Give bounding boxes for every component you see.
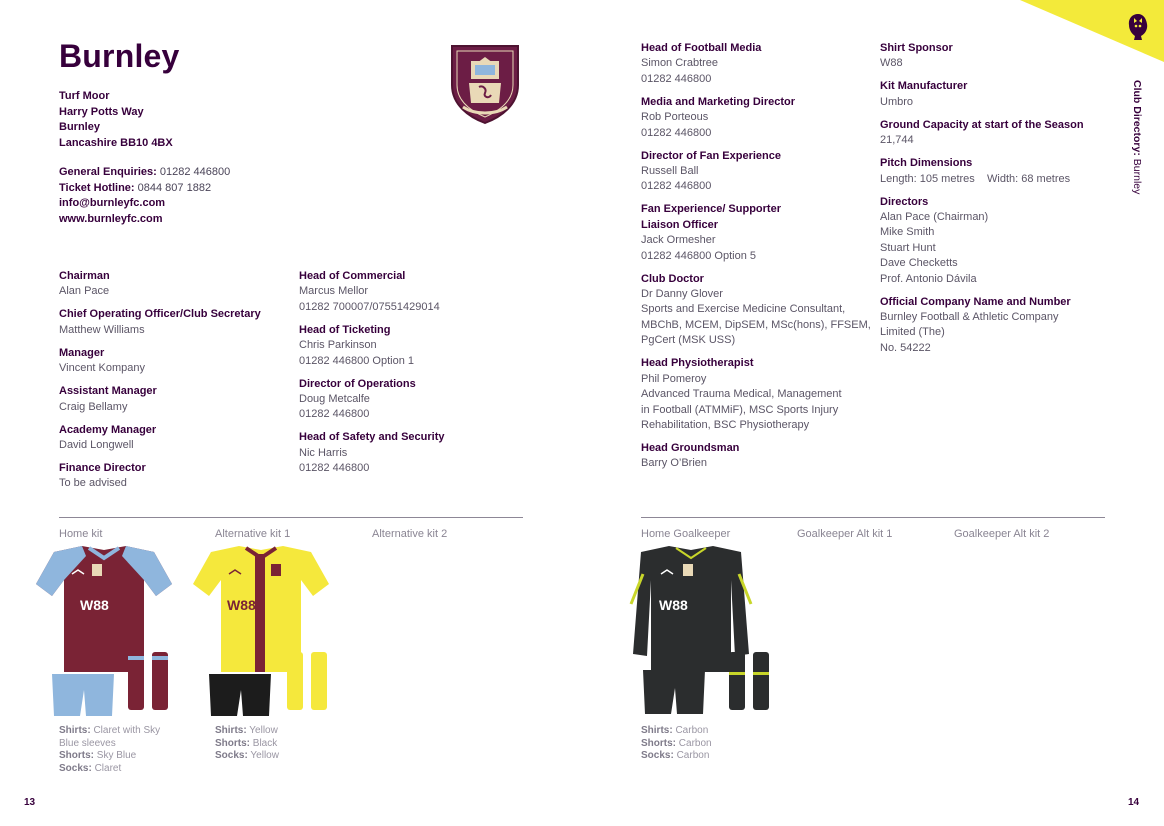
kit-divider-left <box>59 517 523 518</box>
kit-label-alt2: Alternative kit 2 <box>372 528 448 540</box>
goalkeeper-kit-image <box>621 544 773 720</box>
alt-kit-1-image <box>191 544 331 720</box>
club-fact: Pitch Dimensions Length: 105 metres Width: 68 metres <box>880 157 1071 185</box>
staff-entry: Fan Experience/ Supporter Liaison Officer Jack Ormesher 01282 446800 Option 5 <box>641 203 781 262</box>
staff-entry: Club Doctor Dr Danny Glover Sports and Exercise Medicine Consultant, MBChB, MCEM, DipSEM, MSc(hons), FFSEM, PgCert (MSK USS) <box>641 272 871 347</box>
club-crest-icon <box>449 43 521 125</box>
club-fact: Shirt Sponsor W88 <box>880 42 953 70</box>
staff-column-3 <box>641 41 873 479</box>
alt-kit-1-sponsor: W88 <box>227 597 256 613</box>
club-fact: Directors Alan Pace (Chairman) Mike Smith Stuart Hunt Dave Checketts Prof. Antonio Dávila <box>880 195 989 285</box>
staff-entry: Head of Commercial Marcus Mellor 01282 700007/07551429014 <box>299 270 440 313</box>
premier-league-lion-icon <box>1125 12 1151 42</box>
kit-label-gk-alt2: Goalkeeper Alt kit 2 <box>954 528 1050 540</box>
club-fact: Ground Capacity at start of the Season 21,744 <box>880 118 1084 147</box>
club-email[interactable]: info@burnleyfc.com <box>59 197 166 209</box>
page-number-right: 14 <box>1128 797 1140 808</box>
staff-entry: Head of Safety and Security Nic Harris 01282 446800 <box>299 431 445 475</box>
staff-column-4 <box>880 41 1105 364</box>
gk-kit-sponsor: W88 <box>659 597 688 613</box>
sidebar-section: Club Directory: <box>1131 80 1143 156</box>
kit-label-alt1: Alternative kit 1 <box>215 528 291 540</box>
staff-entry: Director of Operations Doug Metcalfe 01282 446800 <box>299 377 416 421</box>
club-address <box>59 89 173 151</box>
home-kit-image <box>34 544 174 720</box>
kit-label-gk-home: Home Goalkeeper <box>641 528 731 540</box>
general-enquiries: General Enquiries: 01282 446800 <box>59 166 231 178</box>
club-contact <box>59 165 230 227</box>
staff-entry: Chairman Alan Pace <box>59 270 110 298</box>
staff-entry: Academy Manager David Longwell <box>59 423 157 452</box>
staff-column-2 <box>299 269 519 484</box>
staff-entry: Head Physiotherapist Phil Pomeroy Advanced Trauma Medical, Management in Football (ATMMiF), MSC Sports Injury Rehabilitation, BSC Physiotherapy <box>641 357 842 431</box>
page-number-left: 13 <box>24 797 36 808</box>
alt-kit-1-description: Shirts: Yellow Shorts: Black Socks: Yellow <box>215 725 279 761</box>
club-website[interactable]: www.burnleyfc.com <box>59 212 163 225</box>
staff-entry: Manager Vincent Kompany <box>59 346 146 375</box>
address-line: Burnley <box>59 121 100 133</box>
home-kit-description: Shirts: Claret with Sky Blue sleeves Shorts: Sky Blue Socks: Claret <box>59 725 161 774</box>
staff-entry: Chief Operating Officer/Club Secretary Matthew Williams <box>59 308 261 336</box>
staff-entry: Media and Marketing Director Rob Porteous 01282 446800 <box>641 95 796 139</box>
staff-entry: Assistant Manager Craig Bellamy <box>59 385 157 413</box>
home-kit-sponsor: W88 <box>80 597 109 613</box>
address-line: Lancashire BB10 4BX <box>59 136 173 149</box>
staff-entry: Finance Director To be advised <box>59 462 146 490</box>
sidebar-club: Burnley <box>1131 158 1143 195</box>
staff-column-1 <box>59 269 289 499</box>
kit-label-gk-alt1: Goalkeeper Alt kit 1 <box>797 528 893 540</box>
address-line: Harry Potts Way <box>59 105 144 118</box>
ticket-hotline: Ticket Hotline: 0844 807 1882 <box>59 181 212 194</box>
club-title: Burnley <box>59 38 180 74</box>
address-line: Turf Moor <box>59 90 110 102</box>
kit-label-home: Home kit <box>59 528 103 540</box>
staff-entry: Head of Ticketing Chris Parkinson 01282 446800 Option 1 <box>299 323 414 367</box>
club-fact: Kit Manufacturer Umbro <box>880 80 968 108</box>
kit-divider-right <box>641 517 1105 518</box>
club-fact: Official Company Name and Number Burnley Football & Athletic Company Limited (The) No. 54222 <box>880 295 1071 354</box>
staff-entry: Head Groundsman Barry O’Brien <box>641 441 740 470</box>
staff-entry: Director of Fan Experience Russell Ball 01282 446800 <box>641 149 781 193</box>
staff-entry: Head of Football Media Simon Crabtree 01282 446800 <box>641 42 762 85</box>
gk-kit-description: Shirts: Carbon Shorts: Carbon Socks: Carbon <box>641 725 712 761</box>
sidebar-directory-label <box>1131 80 1143 220</box>
